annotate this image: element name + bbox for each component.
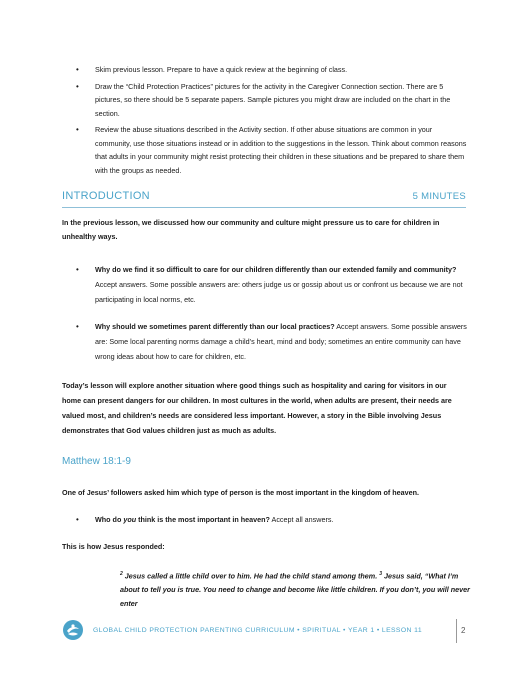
bullet-icon: •	[76, 265, 79, 274]
bullet-icon: •	[76, 515, 79, 524]
scripture-paragraph: One of Jesus’ followers asked him which type of person is the most important in the kingdom of heaven.	[62, 488, 420, 497]
question-list	[76, 262, 470, 307]
bullet-icon: •	[76, 125, 79, 134]
response-intro: This is how Jesus responded:	[62, 542, 165, 551]
bullet-icon: •	[76, 322, 79, 331]
page-footer	[62, 615, 472, 645]
bullet-icon: •	[76, 81, 79, 91]
list-item: • Skim previous lesson. Prepare to have a quick review at the beginning of class.	[95, 63, 470, 77]
verse-number: 2	[120, 571, 123, 577]
question-list	[76, 319, 470, 364]
page-number: 2	[461, 626, 466, 635]
bullet-icon: •	[76, 65, 79, 74]
scripture-reference: Matthew 18:1-9	[62, 456, 131, 467]
lesson-overview-paragraph: Today’s lesson will explore another situation where good things such as hospitality and caring for visitors in our home can present dangers for our children. In most cultures in the world, when adults are present, their needs are valued most, and children’s needs are considered less important. However, a story in the Bible involving Jesus demonstrates that God values children just as much as adults.	[62, 381, 452, 435]
footer-text: GLOBAL CHILD PROTECTION PARENTING CURRICULUM • SPIRITUAL • YEAR 1 • LESSON 11	[93, 627, 423, 634]
footer-divider	[456, 619, 457, 643]
list-item: • Draw the “Child Protection Practices” pictures for the activity in the Caregiver Connection section. There are 5 pictures, so there should be 5 separate papers. Sample pictures you might draw are included on the chart in the section.	[76, 81, 451, 118]
section-title: INTRODUCTION	[62, 190, 150, 202]
list-item: • Why should we sometimes parent differently than our local practices? Accept answers. Some possible answers are: Some local parenting norms damage a child’s heart, mind and body; sometimes an entire community can have wrong ideas about how to care for children, etc.	[95, 319, 470, 364]
list-item: • Review the abuse situations described in the Activity section. If other abuse situations are common in your community, use those situations instead or in addition to the suggestions in the lesson. Think about common reasons that adults in your community might resist protecting their children in these situations and be prepared to share them with the groups as needed.	[76, 125, 467, 175]
list-item: • Why do we find it so difficult to care for our children differently than our extended family and community? Accept answers. Some possible answers are: others judge us or gossip about us or confront us because we are not participating in local norms, etc.	[95, 262, 470, 307]
verse-number: 3	[379, 571, 382, 577]
scripture-quote: $^2$ Jesus called a little child over to him. He had the child stand among them. $^3$ Jesus said, “What I’m about to tell you is true. You need to change and become like little children. If you don’t, you will never enter	[120, 571, 470, 609]
ministry-logo-icon	[62, 619, 84, 641]
introduction-heading	[62, 190, 466, 208]
preparation-list	[76, 63, 470, 180]
intro-paragraph: In the previous lesson, we discussed how our community and culture might pressure us to care for children in unhealthy ways.	[62, 218, 440, 241]
question-list	[76, 513, 470, 527]
section-duration: 5 MINUTES	[412, 191, 466, 202]
list-item: • Who do you think is the most important in heaven? Accept all answers.	[95, 513, 470, 527]
